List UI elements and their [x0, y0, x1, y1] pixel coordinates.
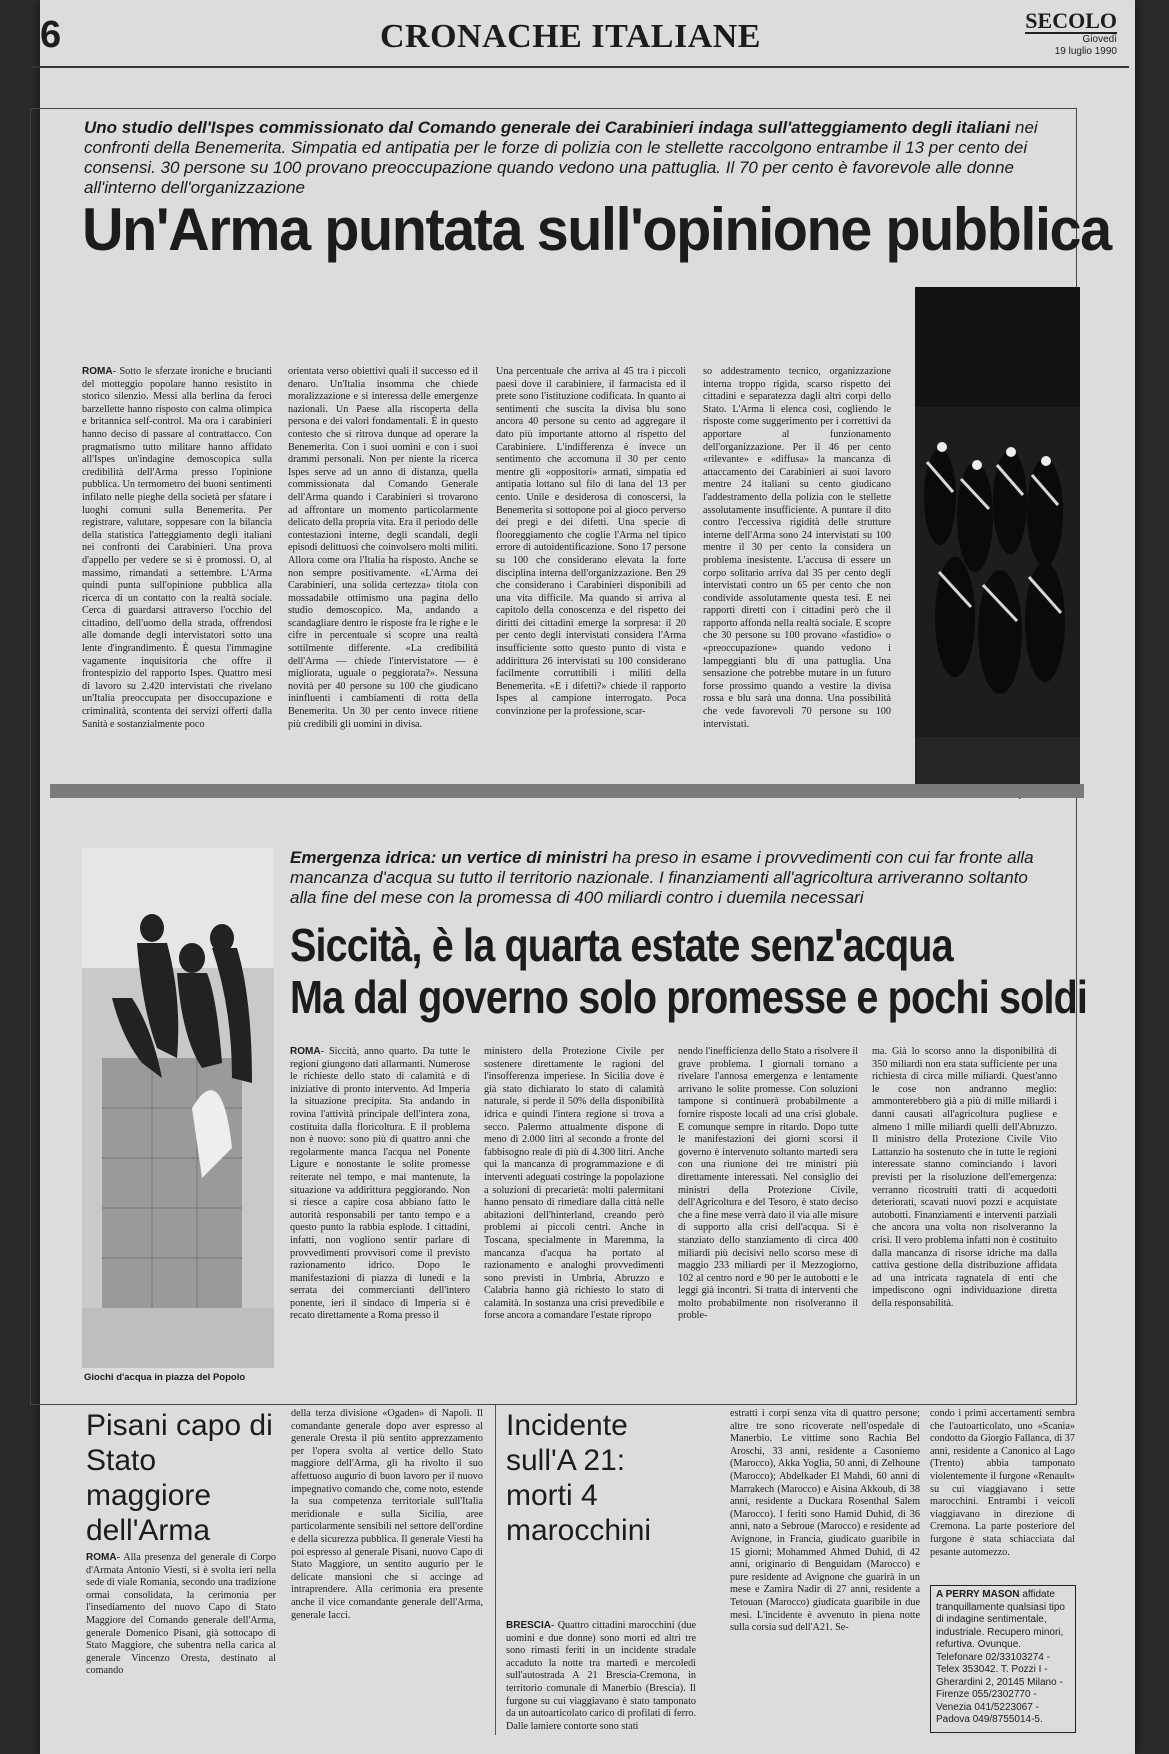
ad-name: A PERRY MASON: [936, 1589, 1020, 1600]
article2-kicker: [290, 848, 1050, 908]
brief-divider: [495, 1405, 496, 1735]
brief1-dateline: ROMA: [86, 1552, 117, 1563]
article1-column-3: Una percentuale che arriva al 45 tra i piccoli paesi dove il carabiniere, il farmacista ed il prete sono l'istituzione codificata. In quanto ai sentimenti che suscita la divisa blu sono ancora 40 persone su cento ad aggregare il dato più importante attorno al rispetto del Carabiniere. L'indifferenza è invece un sentimento che accomuna il 30 per cento mentre gli «oppositori» armati, simpatia ed antipatia lottano sul filo di lana del 13 per cento. Unile e desiderosa di conoscersi, la Benemerita si sottopone poi al gioco perverso dei pregi e dei difetti. Una specie di flooreggiamento che coglie l'Arma nel tipico errore di autoidentificazione. Sono 17 persone su 100 che considerano elevata la forte disciplina interna dell'organizzazione. Ben 29 che considerano i Carabinieri disponibili ad una vita difficile. Ma quando si arriva al capitolo della conoscenza e del rispetto dei diritti dei cittadini emerge la sorpresa: il 20 per cento degli intervistati considera l'Arma insufficiente sotto questo punto di vista e addirittura 26 intervistati su 100 considerano facilmente corruttibili i militi della Benemerita. «E i difetti?» chiede il rapporto Ispes al campione interrogato. Poca convinzione per la professione, scar-: [496, 366, 686, 718]
water-games-photo: [82, 848, 274, 1368]
article2-dateline: ROMA: [290, 1046, 321, 1057]
brief2-column-3: condo i primi accertamenti sembra che l'autoarticolato, uno «Scania» condotto da Giorgio Fallanca, di 37 anni, residente a Canonico al Lago (Trento) abbia tamponato violentemente il furgone «Renault» su cui viaggiavano i sette marocchini. Entrambi i veicoli viaggiavano in direzione di Cremona. La parte posteriore del furgone è stata schiacciata dal pesante automezzo.: [930, 1408, 1075, 1558]
article2-column-3: nendo l'inefficienza dello Stato a risolvere il grave problema. I giornali tornano a rivelare l'annosa emergenza e lentamente arrivano le solite promesse. Con soluzioni tampone si continuerà probabilmente a fornire risposte locali ad una crisi globale. E comunque sempre in ritardo. Dopo tutte le manifestazioni dei giorni scorsi il governo è intervenuto soltanto martedì sera con una riunione dei tre ministri più direttamente interessati. Nel consiglio dei ministri della Protezione Civile, dell'Agricoltura e del Tesoro, è stato deciso che a fine mese verrà dato il via alle misure di supporto alla crisi dell'acqua. Si è stanziato dello stanziamento di circa 400 miliardi più decisivi nello scorso mese di maggio 233 miliardi per il Mezzogiorno, 102 al centro nord e 90 per le autobotti e le leggi già incontri. Si tratta di interventi che molto probabilmente non risolveranno il proble-: [678, 1046, 858, 1322]
article2-headline-line1: Siccità, è la quarta estate senz'acqua: [290, 919, 953, 971]
masthead-logo: SECOLO: [1025, 8, 1117, 33]
masthead-weekday: Giovedì: [1082, 34, 1117, 45]
ad-text: affidate tranquillamente qualsiasi tipo di indagine sentimentale, industriale. Recupero minori, refurtiva. Ovunque. Telefonare 02/33103274 - Telex 353042. T. Pozzi I - Gherardini 2, 20145 Milano - Firenze 055/2302770 - Venezia 041/5223067 - Padova 049/8755014-5.: [936, 1589, 1065, 1725]
page-number: 6: [40, 14, 62, 56]
article2-column-2: ministero della Protezione Civile per sostenere direttamente le ragioni del l'insofferenza imperiese. In Sicilia dove è già stato dichiarato lo stato di calamità naturale, si perde il 50% della disponibilità idrica e quindi l'intera regione si trova a secco. Palermo attualmente dispone di meno di 2.000 litri al secondo a fronte del fabbisogno reale di più di 4.300 litri. Anche qui la mancanza di programmazione e di interventi adeguati costringe la popolazione a soluzioni di precarietà: molti palermitani hanno pensato di rimediare dalla città nelle abitazioni dell'hinterland, creando però problemi ai piccoli centri. Anche in Toscana, specialmente in Maremma, la mancanza d'acqua ha portato al razionamento e analoghi provvedimenti sono previsti in Umbria, Abruzzo e Calabria hanno già richiesto lo stato di calamità. In sostanza una crisi prevedibile e forse ancora a comandare l'estate ripropo: [484, 1046, 664, 1322]
masthead-date: 19 luglio 1990: [1054, 46, 1117, 57]
brief1-title: Pisani capo di Stato maggiore dell'Arma: [86, 1409, 273, 1547]
brief1-column-1: [86, 1552, 276, 1740]
header-rule: [30, 66, 1129, 68]
article2-kicker-text: ha preso in esame i provvedimenti con cui far fronte alla mancanza d'acqua su tutto il territorio nazionale. I finanziamenti all'agricoltura arriveranno soltanto alla fine del mese con la promessa di 400 miliardi contro i duemila necessari: [290, 848, 1034, 907]
article1-kicker: [84, 118, 1074, 198]
article2-column-1: [290, 1046, 470, 1388]
perry-mason-ad: [930, 1585, 1076, 1733]
article1-kicker-bold: Uno studio dell'Ispes commissionato dal Comando generale dei Carabinieri indaga sull'atteggiamento degli italiani: [84, 118, 1011, 137]
brief2-column-1: [506, 1620, 696, 1740]
article1-headline: Un'Arma puntata sull'opinione pubblica: [82, 196, 1111, 263]
brief2-dateline: BRESCIA: [506, 1620, 552, 1631]
parade-photo-image: [915, 287, 1080, 785]
carabinieri-parade-photo: [915, 287, 1080, 785]
brief1-column-2: della terza divisione «Ogaden» di Napoli. Il comandante generale dopo aver espresso al generale Oresta il più sentito apprezzamento per l'opera svolta al vertice dello Stato maggiore dell'Arma, gli ha rivolto il suo affettuoso augurio di buon lavoro per il nuovo impegnativo comando che, come noto, estende la sua competenza territoriale sull'Italia meridionale e sulla Sicilia, aree particolarmente sensibili nel settore dell'ordine e della sicurezza pubblica. Il generale Viesti ha poi espresso al generale Pisani, nuovo Capo di Stato Maggiore, un sentito augurio per le delicate mansioni che si accinge ad intraprendere. Alla cerimonia era presente anche il vice comandante generale dell'Arma, generale Iacci.: [291, 1408, 483, 1621]
brief2-title: Incidente sull'A 21: morti 4 marocchini: [506, 1409, 652, 1547]
article1-dateline: ROMA: [82, 366, 113, 377]
brief2-col1-text: - Quattro cittadini marocchini (due uomini e due donne) sono morti ed altri tre sono rimasti feriti in un incidente stradale accaduto la notte tra martedì e mercoledì sull'autostrada A 21 Brescia-Cremona, in territorio comunale di Manerbio (Brescia). Il furgone su cui viaggiavano è stato tamponato da un autoarticolato carico di profilati di ferro. Dalle lamiere contorte sono stati: [506, 1620, 696, 1732]
section-title: CRONACHE ITALIANE: [380, 18, 761, 55]
article1-col1-text: - Sotto le sferzate ironiche e brucianti del motteggio popolare hanno resistito in storico silenzio. Messi alla berlina da feroci barzellette hanno risposto con calma olimpica e britannica self-control. Ma ora i carabinieri hanno deciso di passare al contrattacco. Con pragmatismo tutto militare hanno affidato all'Ispes un'indagine demoscopica sulla credibilità dell'Arma presso l'opinione pubblica. Un termometro dei buoni sentimenti infilato nelle pieghe della società per sfatare i luoghi comuni sulla Benemerita. Per registrare, valutare, soppesare con la bilancia della statistica l'atteggiamento degli italiani nei confronti dei Carabinieri. Una prova d'appello per vedere se si è promossi. O, al massimo, rimandati a settembre. L'Arma quindi punta sull'opinione pubblica alla ricerca di un contatto con la realtà sociale. Cerca di guardarsi attraverso l'occhio del cittadino, dell'uomo della strada, offrendosi alle domande degli intervistatori sotto una lente d'ingrandimento. È questa l'immagine vagamente inquisitoria che offre il frontespizio del rapporto Ispes. Quattro mesi di lavoro su 2.420 intervistati che rivelano un'Italia preoccupata per disoccupazione e criminalità, scontenta dei servizi offerti dalla Sanità e sostanzialmente poco: [82, 366, 272, 730]
water-games-image: [82, 848, 274, 1368]
article2-col1-text: - Siccità, anno quarto. Da tutte le regioni giungono dati allarmanti. Numerose le richieste dello stato di calamità e di iniziative di pronto intervento. Ad Imperia la situazione precipita. Sta andando in rovina l'attività principale dell'intera zona, costituita dalla floricoltura. E il problema non è nuovo: sono più di quattro anni che regolarmente manca l'acqua nel Ponente Ligure e nonostante le solite promesse reiterate nel tempo, e mai mantenute, la situazione va addirittura peggiorando. Non si riesce a capire cosa abbiano fatto le autorità responsabili per tanto tempo e a questo punto la rabbia esplode. I cittadini, infatti, non vogliono sentir parlare di provvedimenti provvisori come il previsto razionamento idrico. Dopo le manifestazioni di piazza di lunedì e la serrata dei commercianti dell'intero ponente, ieri il sindaco di Imperia si è recato direttamente a Roma presso il: [290, 1046, 470, 1322]
article1-column-2: orientata verso obiettivi quali il successo ed il denaro. Un'Italia insomma che chiede moralizzazione e si interessa delle emergenze nazionali. Un Paese alla riscoperta della persona e dei valori fondamentali. È in questo contesto che si ritrova dunque ad operare la Benemerita. Con i suoi uomini e con i suoi drammi personali. Non per niente la ricerca Ispes serve ad un anno di distanza, quella commissionata dal Comando Generale dell'Arma quando i Carabinieri si trovarono ad affrontare un momento particolarmente delicato della propria vita. Era il periodo delle contestazioni interne, degli scandali, degli episodi delittuosi che coinvolsero molti militi. Allora come ora l'Italia ha risposto. Anche se non sempre positivamente. «L'Arma dei Carabinieri, una solida certezza» titola con mossadabile ottimismo una pagina dello studio demoscopico. Ma, andando a scandagliare dentro le risposte fra le righe e le cifre in percentuale si scopre una realtà sottilmente differente. «La credibilità dell'Arma — chiede l'intervistatore — è migliorata, uguale o peggiorata?». Nessuna novità per 40 persone su 100 che giudicano ininfluenti i cambiamenti di rotta della Benemerita. Un 30 per cento invece ritiene più credibili gli uomini in divisa.: [288, 366, 478, 730]
article1-column-1: [82, 366, 272, 800]
article2-headline-line2: Ma dal governo solo promesse e pochi soldi: [290, 971, 1088, 1023]
article2-column-4: ma. Già lo scorso anno la disponibilità di 350 miliardi non era stata sufficiente per una richiesta di circa mille miliardi. Quest'anno le cose non andranno meglio: ammonterebbero già a più di mille miliardi i danni causati all'agricoltura pugliese e almeno 1 mille miliardi quelli dell'Abruzzo. Il ministro della Protezione Civile Vito Lattanzio ha sostenuto che in tutte le regioni interessate stanno cominciando i lavori previsti per la risoluzione dell'emergenza: verranno ricostruiti tratti di acquedotti deteriorati, scavati nuovi pozzi e acquistate autobotti. Finanziamenti e interventi parziali che ancora una volta non risolveranno la crisi. Il vero problema infatti non è costituito dalla mancanza di risorse idriche ma dalla cattiva gestione della distribuzione affidata ad una intricata ragnatela di enti che impediscono ogni individuazione diretta della responsabilità.: [872, 1046, 1057, 1309]
masthead: [1025, 10, 1117, 58]
article2-photo-caption: Giochi d'acqua in piazza del Popolo: [84, 1372, 246, 1383]
brief1-col1-text: - Alla presenza del generale di Corpo d'Armata Antonio Viesti, si è svolta ieri nella sede di viale Romania, secondo una tradizione ormai consolidata, la cerimonia per l'insediamento del nuovo Capo di Stato Maggiore del Comando generale dell'Arma, generale Domenico Pisani, già sottocapo di Stato Maggiore, che subentra nella carica al generale Vincenzo Oresta, destinato al comando: [86, 1552, 276, 1677]
article1-column-4: so addestramento tecnico, organizzazione interna troppo rigida, scarso rispetto dei cittadini e separatezza dagli altri corpi dello Stato. L'Arma li elenca così, cogliendo le risposte come suggerimento per i correttivi da apportare al funzionamento dell'organizzazione. Per il 46 per cento «rilevante» e «diffusa» la mancanza di attaccamento dei Carabinieri ai suoi lavoro mentre 24 italiani su cento giudicano l'addestramento della polizia con le stellette assolutamente insufficiente. A puntare il dito contro l'eccessiva rigidità delle strutture interne dell'Arma sono 24 intervistati su 100 mentre il 30 per cento la considera un problema inesistente. L'accusa di essere un corpo solitario arriva dal 35 per cento degli intervistati contro un 65 per cento che non condivide assolutamente questa tesi. E nei rapporti diretti con i cittadini però che il rapporto affonda nella realtà sociale. E scopre che 30 persone su 100 provano «fastidio» o «preoccupazione» quando vedono i lampeggianti blu di una pattuglia. Una sensazione che potrebbe mutare in un futuro forse prossimo quando a vestire la divisa rossa e blu sarà una donna. Una possibilità che vede favorevoli 70 persone su 100 intervistati.: [703, 366, 891, 730]
article2-kicker-bold: Emergenza idrica: un vertice di ministri: [290, 848, 608, 867]
section-separator-band: [50, 784, 1084, 798]
brief2-column-2: estratti i corpi senza vita di quattro persone; altre tre sono ricoverate nell'ospedale di Manerbio. Le vittime sono Rachia Bel Aroschi, 33 anni, residente a Casoniemo (Marocco), Akka Yoglia, 50 anni, di Zelhoune (Marocco); Abdelkader El Mahdi, 60 anni di Marrakech (Marocco) e Aisina Akkoub, di 38 anni, residente a Duckara Rosenthal Salem (Marocco). I feriti sono Hamid Duhid, di 36 anni, nato a Sebroue (Marocco) e residente ad Avignone, in Francia, giudicato guaribile in 15 giorni; Mohammed Ahmed Duhid, di 42 anni, originario di Benguidam (Marocco) e pure residente ad Avignone che guarirà in un mese e Zamira Nadir di 27 anni, residente a Tetouan (Marocco) giudicata guaribile in due mesi. L'incidente è avvenuto in piena notte sulla corsia sud dell'A21. Se-: [730, 1408, 920, 1634]
article1-kicker-text: nei confronti della Benemerita. Simpatia ed antipatia per le forze di polizia con le stellette raccolgono entrambe il 13 per cento dei consensi. 30 persone su 100 provano preoccupazione quando vedono una pattuglia. Il 70 per cento è favorevole alle donne all'interno dell'organizzazione: [84, 118, 1038, 197]
